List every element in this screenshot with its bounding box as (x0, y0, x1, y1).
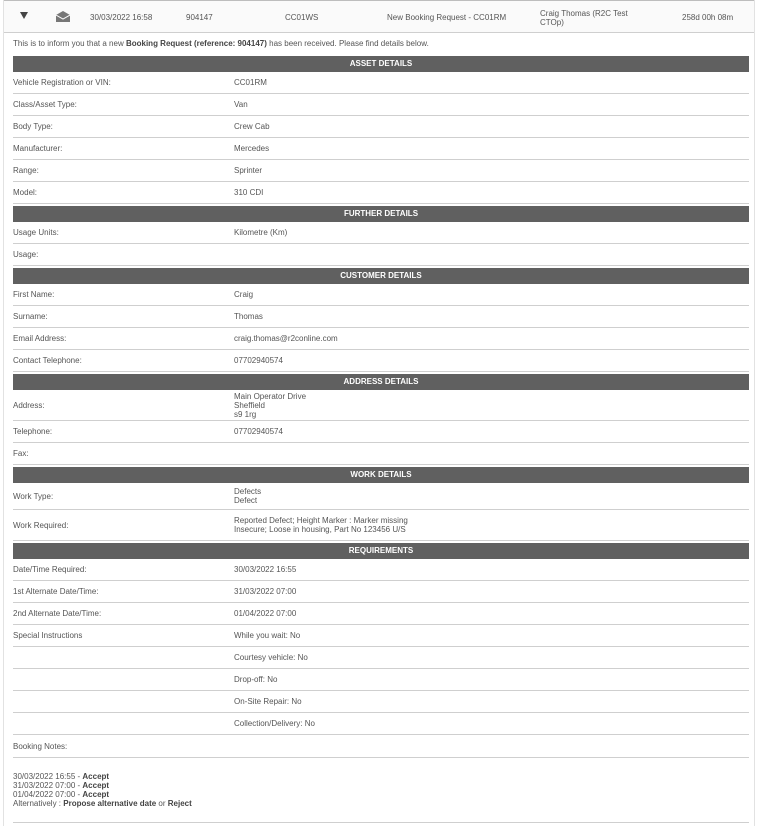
action-line: 30/03/2022 16:55 - Accept (13, 772, 110, 781)
message-header-row[interactable] (4, 0, 754, 33)
intro-text: This is to inform you that a new Booking Request (reference: 904147) has been received. Please find details below. (13, 39, 429, 48)
detail-row: Class/Asset Type: Van (13, 94, 749, 116)
detail-row: Drop-off: No (13, 669, 749, 691)
asset-details-header: ASSET DETAILS (13, 56, 749, 72)
action-line: 31/03/2022 07:00 - Accept (13, 781, 110, 790)
reject-link[interactable]: Reject (167, 799, 192, 808)
propose-alternative-link[interactable]: Propose alternative date (63, 799, 157, 808)
detail-row: Surname: Thomas (13, 306, 749, 328)
requirements-header: REQUIREMENTS (13, 543, 749, 559)
work-details-section (13, 483, 749, 541)
detail-row: Address: Main Operator Drive Sheffield s9 1rg (13, 390, 749, 421)
message-reference: 904147 (186, 13, 213, 22)
message-date: 30/03/2022 16:58 (90, 13, 153, 22)
alternative-line: Alternatively : Propose alternative date or Reject (13, 799, 192, 808)
message-age: 258d 00h 08m (682, 13, 734, 22)
detail-row: On-Site Repair: No (13, 691, 749, 713)
detail-row: Fax: (13, 443, 749, 465)
booking-actions (13, 772, 749, 808)
asset-details-section (13, 72, 749, 204)
envelope-open-icon (56, 11, 70, 22)
detail-row: 2nd Alternate Date/Time: 01/04/2022 07:00 (13, 603, 749, 625)
accept-link[interactable]: Accept (82, 781, 110, 790)
message-subject: New Booking Request - CC01RM (387, 13, 507, 22)
detail-row: Collection/Delivery: No (13, 713, 749, 735)
detail-row: Range: Sprinter (13, 160, 749, 182)
message-body (13, 34, 749, 808)
detail-row: Telephone: 07702940574 (13, 421, 749, 443)
address-details-header: ADDRESS DETAILS (13, 374, 749, 390)
detail-row: Usage Units: Kilometre (Km) (13, 222, 749, 244)
message-sender: Craig Thomas (R2C Test CTOp) (540, 9, 628, 27)
accept-link[interactable]: Accept (82, 790, 110, 799)
detail-row: Usage: (13, 244, 749, 266)
detail-row: Date/Time Required: 30/03/2022 16:55 (13, 559, 749, 581)
detail-row: Model: 310 CDI (13, 182, 749, 204)
further-details-header: FURTHER DETAILS (13, 206, 749, 222)
detail-row: Manufacturer: Mercedes (13, 138, 749, 160)
detail-row: Special Instructions While you wait: No (13, 625, 749, 647)
detail-row: 1st Alternate Date/Time: 31/03/2022 07:00 (13, 581, 749, 603)
detail-row: Body Type: Crew Cab (13, 116, 749, 138)
detail-row: First Name: Craig (13, 284, 749, 306)
detail-row: Courtesy vehicle: No (13, 647, 749, 669)
address-details-section (13, 390, 749, 465)
booking-reference: Booking Request (reference: 904147) (125, 39, 267, 48)
bottom-divider (13, 822, 749, 823)
action-line: 01/04/2022 07:00 - Accept (13, 790, 110, 799)
accept-link[interactable]: Accept (82, 772, 110, 781)
work-details-header: WORK DETAILS (13, 467, 749, 483)
detail-row: Work Type: Defects Defect (13, 483, 749, 510)
detail-row: Email Address: craig.thomas@r2conline.com (13, 328, 749, 350)
detail-row: Work Required: Reported Defect; Height Marker : Marker missing Insecure; Loose in housing, Part No 123456 U/S (13, 510, 749, 541)
booking-notes-row: Booking Notes: (13, 735, 749, 758)
detail-row: Contact Telephone: 07702940574 (13, 350, 749, 372)
customer-details-header: CUSTOMER DETAILS (13, 268, 749, 284)
customer-details-section (13, 284, 749, 372)
detail-row: Vehicle Registration or VIN: CC01RM (13, 72, 749, 94)
message-registration: CC01WS (285, 13, 319, 22)
further-details-section (13, 222, 749, 266)
collapse-toggle-icon[interactable] (20, 12, 28, 19)
requirements-section (13, 559, 749, 758)
